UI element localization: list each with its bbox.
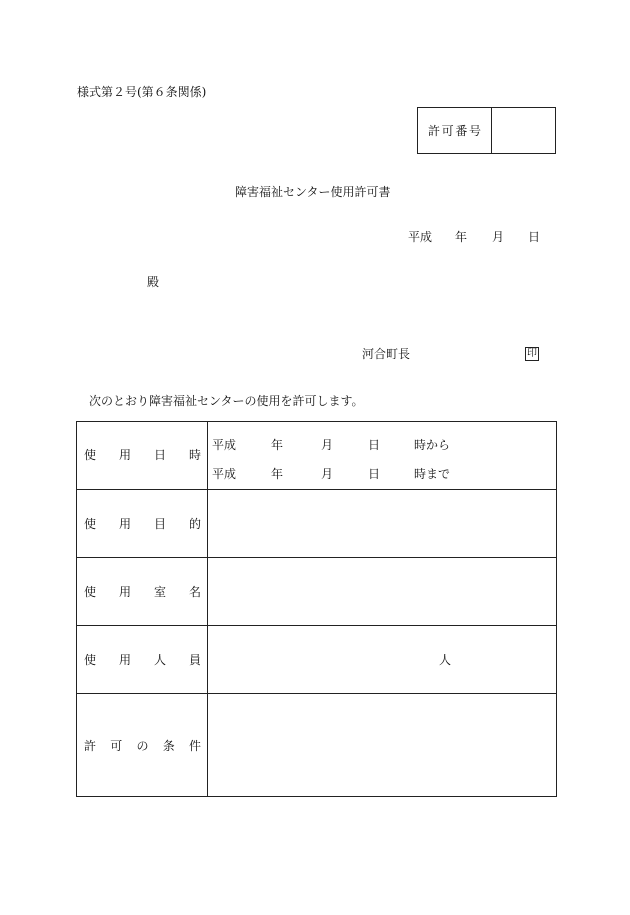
permit-number-box [417,107,556,154]
permit-box-divider [491,108,492,153]
end-day: 日 [368,467,381,481]
table-row-divider [77,625,556,626]
seal-mark: 印 [527,348,537,359]
row-label-permit-conditions: 許 可 の 条 件 [84,739,201,753]
form-number: 様式第２号(第６条関係) [77,85,207,99]
headcount-unit: 人 [439,653,452,667]
start-month: 月 [321,438,334,452]
permit-number-label: 許 可 番 号 [428,124,481,138]
date-month: 月 [492,230,505,244]
start-year: 年 [271,438,284,452]
end-era: 平成 [212,467,237,481]
row-label-headcount: 使 用 人 員 [84,653,201,667]
intro-text: 次のとおり障害福祉センターの使用を許可します。 [89,394,364,408]
row-label-usage-purpose: 使 用 目 的 [84,517,201,531]
start-era: 平成 [212,438,237,452]
end-time-suffix: 時まで [414,467,451,481]
date-day: 日 [528,230,541,244]
date-era: 平成 [408,230,433,244]
issuer-name: 河合町長 [362,347,411,361]
start-day: 日 [368,438,381,452]
document-title: 障害福祉センター使用許可書 [235,185,391,199]
row-label-room-name: 使 用 室 名 [84,585,201,599]
date-year: 年 [455,230,468,244]
start-time-suffix: 時から [414,438,451,452]
row-label-usage-datetime: 使 用 日 時 [84,448,201,462]
permit-table [76,421,557,797]
end-year: 年 [271,467,284,481]
table-row-divider [77,489,556,490]
end-month: 月 [321,467,334,481]
table-column-divider [207,422,208,796]
table-row-divider [77,693,556,694]
table-row-divider [77,557,556,558]
addressee-honorific: 殿 [147,275,160,289]
